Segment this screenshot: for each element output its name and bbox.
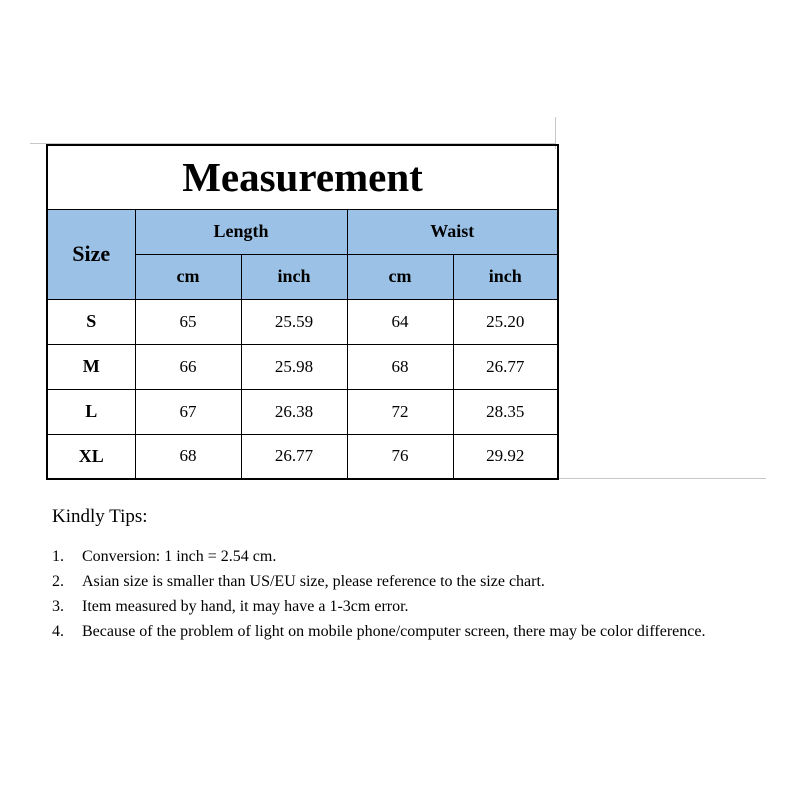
tip-text: Conversion: 1 inch = 2.54 cm. bbox=[82, 548, 277, 565]
table-row bbox=[47, 344, 558, 389]
list-item bbox=[52, 569, 772, 594]
length-cm-cell: 68 bbox=[135, 434, 241, 479]
waist-inch-cell: 25.20 bbox=[453, 299, 558, 344]
waist-cm-cell: 76 bbox=[347, 434, 453, 479]
size-column-header: Size bbox=[47, 209, 135, 299]
kindly-tips-section bbox=[52, 506, 772, 644]
length-cm-cell: 67 bbox=[135, 389, 241, 434]
size-chart-table bbox=[46, 144, 559, 480]
length-cm-header: cm bbox=[135, 254, 241, 299]
waist-cm-header: cm bbox=[347, 254, 453, 299]
waist-inch-cell: 28.35 bbox=[453, 389, 558, 434]
size-cell: L bbox=[47, 389, 135, 434]
tip-text: Item measured by hand, it may have a 1-3cm error. bbox=[82, 598, 409, 615]
size-cell: S bbox=[47, 299, 135, 344]
tip-number: 3. bbox=[52, 598, 64, 615]
length-group-header: Length bbox=[135, 209, 347, 254]
length-cm-cell: 65 bbox=[135, 299, 241, 344]
length-inch-cell: 25.59 bbox=[241, 299, 347, 344]
table-row bbox=[47, 434, 558, 479]
waist-inch-cell: 26.77 bbox=[453, 344, 558, 389]
table-row bbox=[47, 389, 558, 434]
length-cm-cell: 66 bbox=[135, 344, 241, 389]
list-item bbox=[52, 594, 772, 619]
list-item bbox=[52, 619, 772, 644]
waist-cm-cell: 68 bbox=[347, 344, 453, 389]
length-inch-header: inch bbox=[241, 254, 347, 299]
table-row bbox=[47, 299, 558, 344]
divider-line-bottom bbox=[556, 478, 766, 479]
length-inch-cell: 26.38 bbox=[241, 389, 347, 434]
tips-title: Kindly Tips: bbox=[52, 506, 148, 527]
waist-inch-header: inch bbox=[453, 254, 558, 299]
list-item bbox=[52, 544, 772, 569]
waist-cm-cell: 72 bbox=[347, 389, 453, 434]
table-title: Measurement bbox=[47, 145, 558, 209]
tip-number: 2. bbox=[52, 573, 64, 590]
length-inch-cell: 26.77 bbox=[241, 434, 347, 479]
tip-number: 1. bbox=[52, 548, 64, 565]
length-inch-cell: 25.98 bbox=[241, 344, 347, 389]
waist-inch-cell: 29.92 bbox=[453, 434, 558, 479]
size-cell: M bbox=[47, 344, 135, 389]
waist-group-header: Waist bbox=[347, 209, 558, 254]
tip-text: Asian size is smaller than US/EU size, please reference to the size chart. bbox=[82, 573, 545, 590]
tip-text: Because of the problem of light on mobile phone/computer screen, there may be color difference. bbox=[82, 623, 706, 640]
tips-list bbox=[52, 544, 772, 644]
waist-cm-cell: 64 bbox=[347, 299, 453, 344]
size-cell: XL bbox=[47, 434, 135, 479]
tip-number: 4. bbox=[52, 623, 64, 640]
